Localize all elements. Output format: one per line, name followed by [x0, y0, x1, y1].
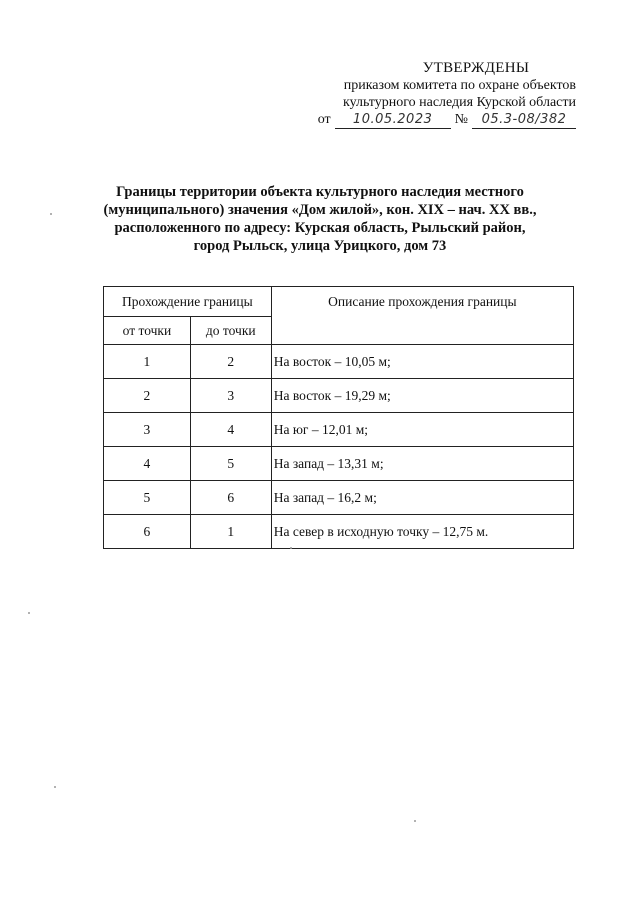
- header-to-point: до точки: [190, 317, 271, 345]
- handwritten-date: 10.05.2023: [335, 111, 451, 129]
- row-from-point: 2: [104, 379, 191, 413]
- row-description: На север в исходную точку – 12,75 м.: [271, 515, 573, 549]
- title-line-3: расположенного по адресу: Курская область, Рыльский район,: [114, 220, 526, 236]
- approval-block: [306, 60, 576, 129]
- row-description: На восток – 19,29 м;: [271, 379, 573, 413]
- row-to-point: 1: [190, 515, 271, 549]
- document-title: [80, 183, 560, 255]
- row-description: На запад – 16,2 м;: [271, 481, 573, 515]
- approval-line-1: приказом комитета по охране объектов: [343, 78, 576, 93]
- approval-heading: УТВЕРЖДЕНЫ: [422, 60, 530, 76]
- header-from-point: от точки: [104, 317, 191, 345]
- row-from-point: 3: [104, 413, 191, 447]
- row-to-point: 2: [190, 345, 271, 379]
- scan-speck: [50, 213, 52, 215]
- scan-speck: [54, 786, 56, 788]
- approval-line-2: культурного наследия Курской области: [342, 95, 576, 110]
- boundary-table: [103, 286, 574, 549]
- row-description: На юг – 12,01 м;: [271, 413, 573, 447]
- approval-date-number-line: [306, 111, 576, 129]
- row-from-point: 5: [104, 481, 191, 515]
- row-from-point: 4: [104, 447, 191, 481]
- row-from-point: 6: [104, 515, 191, 549]
- title-line-4: город Рыльск, улица Урицкого, дом 73: [193, 238, 447, 254]
- scan-speck: [414, 820, 416, 822]
- title-line-2: (муниципального) значения «Дом жилой», кон. XIX – нач. XX вв.,: [103, 202, 537, 218]
- row-from-point: 1: [104, 345, 191, 379]
- table-row: [104, 447, 574, 481]
- row-description: На запад – 13,31 м;: [271, 447, 573, 481]
- handwritten-number: 05.3-08/382: [472, 111, 576, 129]
- row-to-point: 3: [190, 379, 271, 413]
- number-prefix: №: [454, 112, 468, 127]
- row-to-point: 4: [190, 413, 271, 447]
- scan-speck: [290, 547, 292, 549]
- row-to-point: 5: [190, 447, 271, 481]
- table-row: [104, 413, 574, 447]
- header-boundary-passage: Прохождение границы: [104, 287, 272, 317]
- table-row: [104, 515, 574, 549]
- date-prefix: от: [317, 112, 331, 127]
- scan-speck: [28, 612, 30, 614]
- header-description: Описание прохождения границы: [271, 287, 573, 345]
- row-to-point: 6: [190, 481, 271, 515]
- title-line-1: Границы территории объекта культурного наследия местного: [116, 184, 524, 200]
- table-row: [104, 481, 574, 515]
- table-row: [104, 345, 574, 379]
- row-description: На восток – 10,05 м;: [271, 345, 573, 379]
- table-row: [104, 379, 574, 413]
